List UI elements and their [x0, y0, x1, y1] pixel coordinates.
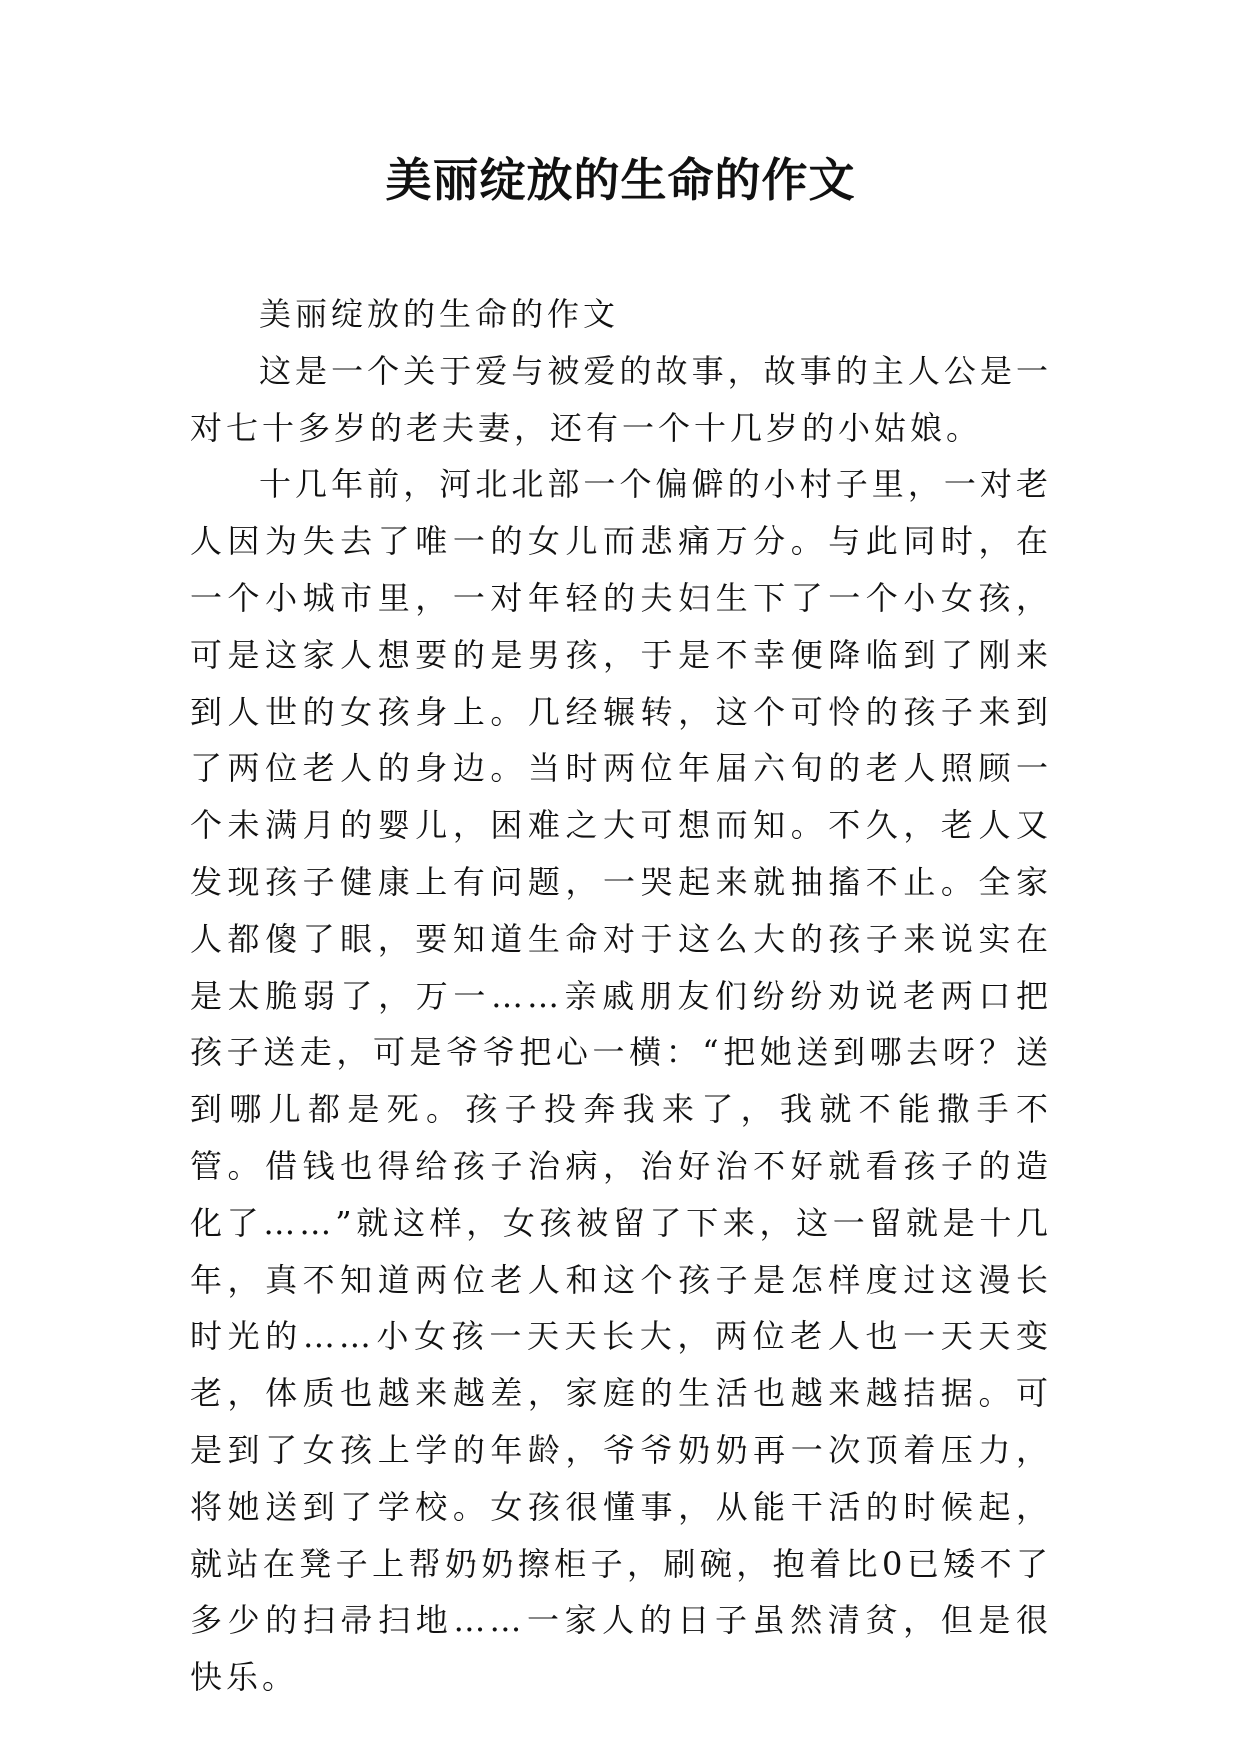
- paragraph-story: 十几年前，河北北部一个偏僻的小村子里，一对老人因为失去了唯一的女儿而悲痛万分。与此同时，在一个小城市里，一对年轻的夫妇生下了一个小女孩，可是这家人想要的是男孩，于是不幸便降临到了刚来到人世的女孩身上。几经辗转，这个可怜的孩子来到了两位老人的身边。当时两位年届六旬的老人照顾一个未满月的婴儿，困难之大可想而知。不久，老人又发现孩子健康上有问题，一哭起来就抽搐不止。全家人都傻了眼，要知道生命对于这么大的孩子来说实在是太脆弱了，万一……亲戚朋友们纷纷劝说老两口把孩子送走，可是爷爷把心一横：“把她送到哪去呀？送到哪儿都是死。孩子投奔我来了，我就不能撒手不管。借钱也得给孩子治病，治好治不好就看孩子的造化了……”就这样，女孩被留了下来，这一留就是十几年，真不知道两位老人和这个孩子是怎样度过这漫长时光的……小女孩一天天长大，两位老人也一天天变老，体质也越来越差，家庭的生活也越来越拮据。可是到了女孩上学的年龄，爷爷奶奶再一次顶着压力，将她送到了学校。女孩很懂事，从能干活的时候起，就站在凳子上帮奶奶擦柜子，刷碗，抱着比0已矮不了多少的扫帚扫地……一家人的日子虽然清贫，但是很快乐。: [190, 465, 1052, 1697]
- document-body: [190, 286, 1052, 1706]
- paragraph-intro: 这是一个关于爱与被爱的故事，故事的主人公是一对七十多岁的老夫妻，还有一个十几岁的小姑娘。: [190, 351, 1052, 447]
- document-title: 美丽绽放的生命的作文: [385, 153, 856, 207]
- paragraph-subtitle: 美丽绽放的生命的作文: [259, 295, 620, 333]
